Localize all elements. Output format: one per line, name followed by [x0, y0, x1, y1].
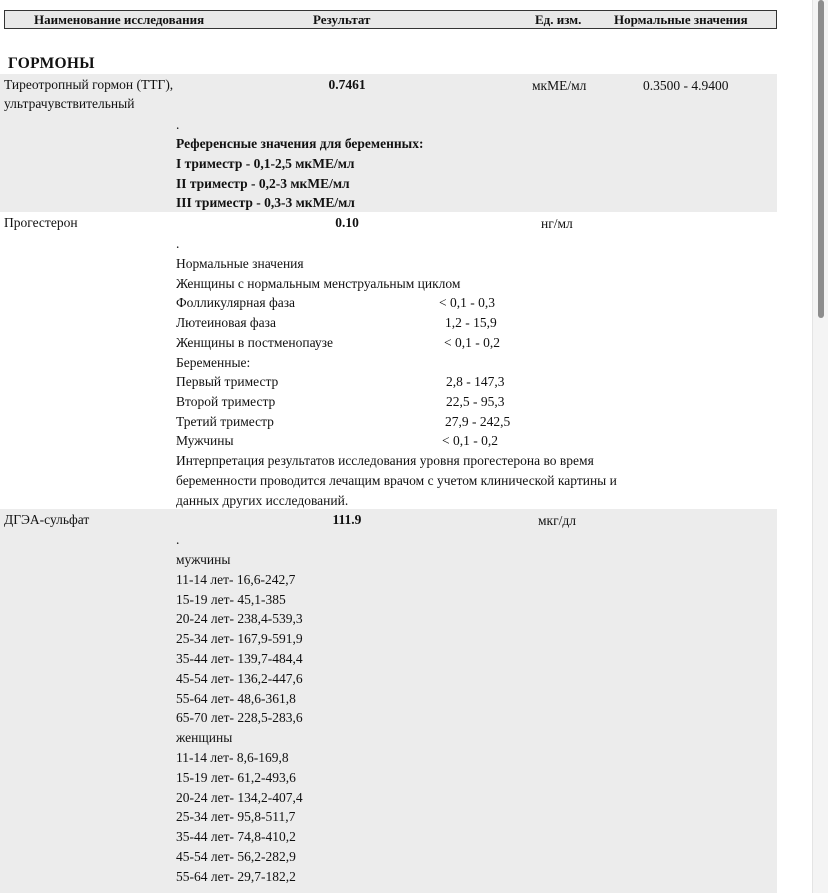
range-label: Второй триместр	[176, 394, 276, 409]
comment-line: 55-64 лет- 29,7-182,2	[176, 869, 296, 884]
comment-line: 45-54 лет- 136,2-447,6	[176, 671, 303, 686]
unit-dhea: мкг/дл	[538, 513, 576, 528]
comment-line: 15-19 лет- 61,2-493,6	[176, 770, 296, 785]
header-norm: Нормальные значения	[614, 12, 748, 27]
header-result: Результат	[313, 12, 371, 27]
row-bg-dhea	[0, 509, 777, 893]
norm-tsh: 0.3500 - 4.9400	[643, 78, 729, 93]
comment-line: 11-14 лет- 8,6-169,8	[176, 750, 289, 765]
range-label: Первый триместр	[176, 374, 279, 389]
section-title: ГОРМОНЫ	[8, 55, 95, 72]
test-name-tsh-line1: Тиреотропный гормон (ТТГ),	[4, 77, 174, 92]
comment-line: .	[176, 532, 180, 547]
comment-line: .	[176, 236, 180, 251]
comment-line: I триместр - 0,1-2,5 мкМЕ/мл	[176, 156, 355, 171]
result-tsh: 0.7461	[328, 77, 366, 92]
range-value: < 0,1 - 0,3	[439, 295, 495, 310]
range-label: Третий триместр	[176, 414, 274, 429]
comment-line: 25-34 лет- 95,8-511,7	[176, 809, 296, 824]
test-name-progesterone: Прогестерон	[4, 215, 78, 230]
comment-line: 20-24 лет- 134,2-407,4	[176, 790, 303, 805]
comment-line: 35-44 лет- 139,7-484,4	[176, 651, 303, 666]
range-label: Лютеиновая фаза	[176, 315, 276, 330]
range-value: < 0,1 - 0,2	[444, 335, 500, 350]
scrollbar-thumb[interactable]	[818, 0, 824, 318]
range-value: 22,5 - 95,3	[446, 394, 505, 409]
comment-line: Референсные значения для беременных:	[176, 136, 424, 151]
comment-line: III триместр - 0,3-3 мкМЕ/мл	[176, 195, 355, 210]
range-value: < 0,1 - 0,2	[442, 433, 498, 448]
comment-line: 55-64 лет- 48,6-361,8	[176, 691, 296, 706]
range-label: Фолликулярная фаза	[176, 295, 296, 310]
header-unit: Ед. изм.	[535, 12, 582, 27]
unit-progesterone: нг/мл	[541, 216, 573, 231]
range-label: Женщины в постменопаузе	[176, 335, 333, 350]
comment-line: 25-34 лет- 167,9-591,9	[176, 631, 303, 646]
range-value: 2,8 - 147,3	[446, 374, 505, 389]
comment-line: II триместр - 0,2-3 мкМЕ/мл	[176, 176, 350, 191]
test-name-dhea: ДГЭА-сульфат	[4, 512, 90, 527]
comment-line: женщины	[176, 730, 233, 745]
comment-line: 35-44 лет- 74,8-410,2	[176, 829, 296, 844]
comment-line: .	[176, 117, 180, 132]
comment-line: 65-70 лет- 228,5-283,6	[176, 710, 303, 725]
table-header	[4, 10, 777, 29]
result-dhea: 111.9	[332, 512, 362, 527]
test-name-tsh-line2: ультрачувствительный	[4, 96, 135, 111]
interpretation-line: беременности проводится лечащим врачом с учетом клинической картины и	[176, 473, 617, 488]
comment-line: 15-19 лет- 45,1-385	[176, 592, 286, 607]
comment-line: мужчины	[176, 552, 231, 567]
range-label: Мужчины	[176, 433, 234, 448]
comment-line: 20-24 лет- 238,4-539,3	[176, 611, 303, 626]
interpretation-line: Интерпретация результатов исследования уровня прогестерона во время	[176, 453, 594, 468]
range-value: 1,2 - 15,9	[445, 315, 497, 330]
comment-line: Женщины с нормальным менструальным циклом	[176, 276, 461, 291]
unit-tsh: мкМЕ/мл	[532, 78, 587, 93]
comment-line: 11-14 лет- 16,6-242,7	[176, 572, 296, 587]
comment-line: Нормальные значения	[176, 256, 304, 271]
header-test-name: Наименование исследования	[34, 12, 205, 27]
range-value: 27,9 - 242,5	[445, 414, 511, 429]
result-progesterone: 0.10	[335, 215, 359, 230]
pregnant-label: Беременные:	[176, 355, 251, 370]
comment-line: 45-54 лет- 56,2-282,9	[176, 849, 296, 864]
vertical-scrollbar[interactable]	[812, 0, 828, 893]
interpretation-line: данных других исследований.	[176, 493, 349, 508]
